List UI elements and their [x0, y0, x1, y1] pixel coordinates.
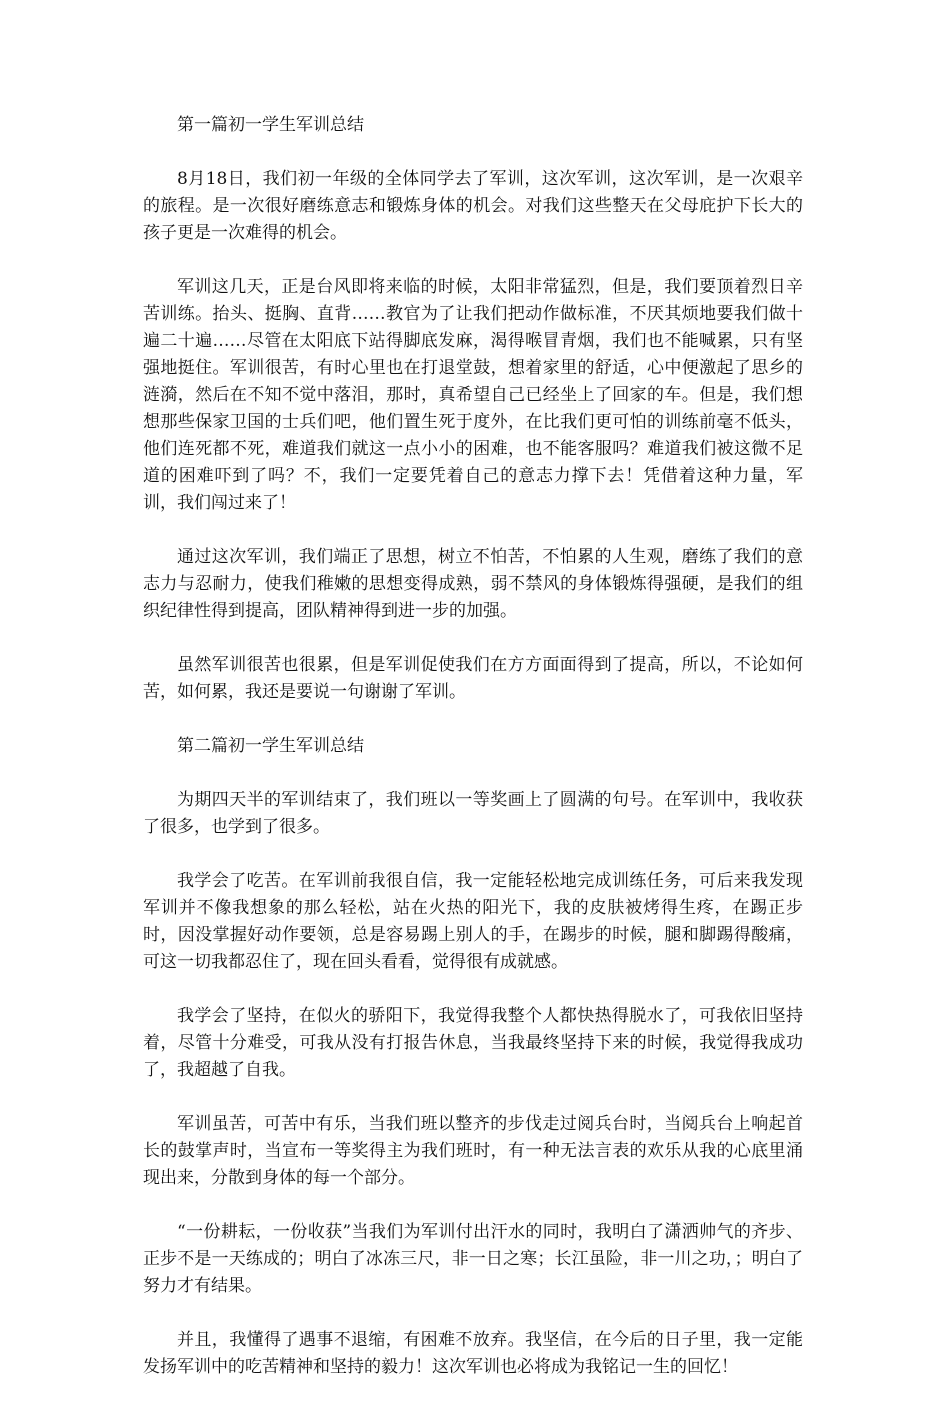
paragraph: 我学会了吃苦。在军训前我很自信，我一定能轻松地完成训练任务，可后来我发现军训并不像我想象的那么轻松，站在火热的阳光下，我的皮肤被烤得生疼，在踢正步时，因没掌握好动作要领，总是容易踢上别人的手，在踢步的时候，腿和脚踢得酸痛，可这一切我都忍住了，现在回头看看，觉得很有成就感。: [143, 871, 803, 972]
paragraph: 通过这次军训，我们端正了思想，树立不怕苦，不怕累的人生观，磨练了我们的意志力与忍耐力，使我们稚嫩的思想变得成熟，弱不禁风的身体锻炼得强硬，是我们的组织纪律性得到提高，团队精神得到进一步的加强。: [143, 547, 803, 621]
paragraph: 虽然军训很苦也很累，但是军训促使我们在方方面面得到了提高，所以，不论如何苦，如何累，我还是要说一句谢谢了军训。: [143, 655, 803, 702]
paragraph: 我学会了坚持，在似火的骄阳下，我觉得我整个人都快热得脱水了，可我依旧坚持着，尽管十分难受，可我从没有打报告休息，当我最终坚持下来的时候，我觉得我成功了，我超越了自我。: [143, 1006, 803, 1080]
document-body: [143, 112, 803, 1408]
section-heading-2: 第二篇初一学生军训总结: [177, 736, 364, 756]
paragraph: 军训这几天，正是台风即将来临的时候，太阳非常猛烈，但是，我们要顶着烈日辛苦训练。抬头、挺胸、直背……教官为了让我们把动作做标准，不厌其烦地要我们做十遍二十遍……尽管在太阳底下站得脚底发麻，渴得喉冒青烟，我们也不能喊累，只有坚强地挺住。军训很苦，有时心里也在打退堂鼓，想着家里的舒适，心中便激起了思乡的涟漪，然后在不知不觉中落泪，那时，真希望自己已经坐上了回家的车。但是，我们想想那些保家卫国的士兵们吧，他们置生死于度外，在比我们更可怕的训练前毫不低头，他们连死都不死，难道我们就这一点小小的困难，也不能客服吗？难道我们被这微不足道的困难吓到了吗？不，我们一定要凭着自己的意志力撑下去！凭借着这种力量，军训，我们闯过来了！: [143, 277, 803, 513]
paragraph: 军训虽苦，可苦中有乐，当我们班以整齐的步伐走过阅兵台时，当阅兵台上响起首长的鼓掌声时，当宣布一等奖得主为我们班时，有一种无法言表的欢乐从我的心底里涌现出来，分散到身体的每一个部分。: [143, 1114, 803, 1188]
paragraph: 并且，我懂得了遇事不退缩，有困难不放弃。我坚信，在今后的日子里，我一定能发扬军训中的吃苦精神和坚持的毅力！这次军训也必将成为我铭记一生的回忆！: [143, 1330, 803, 1377]
paragraph: 为期四天半的军训结束了，我们班以一等奖画上了圆满的句号。在军训中，我收获了很多，也学到了很多。: [143, 790, 803, 837]
paragraph: 8月18日，我们初一年级的全体同学去了军训，这次军训，这次军训，是一次艰辛的旅程。是一次很好磨练意志和锻炼身体的机会。对我们这些整天在父母庇护下长大的孩子更是一次难得的机会。: [143, 169, 803, 243]
paragraph: “一份耕耘，一份收获”当我们为军训付出汗水的同时，我明白了潇洒帅气的齐步、正步不是一天练成的；明白了冰冻三尺，非一日之寒；长江虽险，非一川之功，；明白了努力才有结果。: [143, 1222, 803, 1296]
section-heading-1: 第一篇初一学生军训总结: [177, 115, 364, 135]
